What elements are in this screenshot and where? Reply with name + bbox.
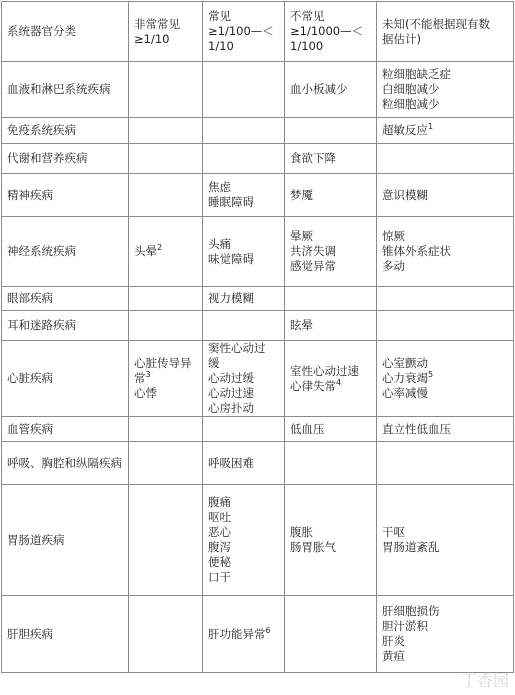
organ-class-label: 血管疾病	[7, 421, 53, 436]
header-common: 常见 ≥1/100—＜ 1/10	[203, 2, 285, 62]
reaction-text: 腹痛	[208, 495, 231, 509]
organ-class-cell	[2, 341, 129, 417]
header-organ-class: 系统器官分类	[2, 2, 129, 62]
reaction-text: 白细胞减少	[382, 82, 440, 96]
organ-class-label: 耳和迷路疾病	[7, 318, 76, 332]
reaction-text: 超敏反应	[382, 123, 428, 137]
footnote-marker: 3	[145, 370, 151, 380]
reaction-term	[290, 229, 371, 244]
reaction-term	[382, 386, 508, 401]
reaction-term	[382, 540, 508, 555]
unknown-cell	[377, 217, 514, 287]
reaction-text: 缓	[208, 356, 220, 370]
reaction-term	[208, 371, 279, 386]
reaction-term	[208, 570, 279, 585]
reaction-text: 心律失常	[290, 378, 336, 393]
reaction-text: 腹胀	[290, 525, 313, 539]
unknown-cell	[377, 417, 514, 442]
reaction-term	[290, 540, 371, 555]
header-unknown: 未知(不能根据现有数 据估计)	[377, 2, 514, 62]
reaction-term	[382, 229, 508, 244]
reaction-text: 头痛	[208, 236, 231, 251]
reaction-term	[134, 386, 197, 401]
reaction-term	[208, 401, 279, 416]
organ-class-label: 免疫系统疾病	[7, 123, 76, 137]
reaction-term	[290, 151, 371, 166]
unknown-cell	[377, 442, 514, 485]
reaction-text: 室性心动过速	[290, 363, 359, 378]
reaction-text: 晕厥	[290, 229, 313, 243]
reaction-text: 共济失调	[290, 244, 336, 258]
very-common-cell	[129, 442, 203, 485]
reaction-term	[208, 456, 279, 471]
common-cell	[203, 596, 285, 673]
reaction-term	[382, 259, 508, 274]
uncommon-cell	[285, 311, 377, 341]
table-row	[2, 311, 514, 341]
reaction-text: 肝炎	[382, 634, 405, 648]
reaction-term	[382, 634, 508, 649]
reaction-text: 血小板减少	[290, 82, 348, 96]
reaction-term	[134, 356, 197, 371]
uncommon-cell	[285, 287, 377, 311]
reaction-text: 粒细胞缺乏症	[382, 67, 451, 81]
uncommon-cell	[285, 485, 377, 596]
reaction-term	[382, 356, 508, 371]
reaction-text: 焦虑	[208, 180, 231, 194]
reaction-text: 眩晕	[290, 318, 313, 332]
reaction-text: 常	[134, 371, 146, 385]
organ-class-label: 代谢和营养疾病	[7, 151, 88, 165]
reaction-text: 肝功能异常	[208, 626, 266, 641]
table-row	[2, 118, 514, 144]
table-row	[2, 287, 514, 311]
reaction-term	[208, 237, 279, 252]
reaction-term	[134, 371, 197, 386]
reaction-text: 心房扑动	[208, 401, 254, 415]
reaction-term	[382, 123, 508, 138]
reaction-term	[382, 82, 508, 97]
very-common-cell	[129, 417, 203, 442]
reaction-text: 粒细胞减少	[382, 97, 440, 111]
common-cell	[203, 174, 285, 217]
reaction-text: 头晕	[134, 244, 157, 258]
organ-class-cell	[2, 62, 129, 118]
table-row	[2, 62, 514, 118]
organ-class-label: 神经系统疾病	[7, 244, 76, 258]
reaction-text: 心率减慢	[382, 386, 428, 400]
reaction-text: 恶心	[208, 525, 231, 539]
reaction-text: 干呕	[382, 525, 405, 539]
reaction-text: 心力衰竭	[382, 371, 428, 385]
footnote-marker: 1	[428, 122, 434, 132]
very-common-cell	[129, 596, 203, 673]
uncommon-cell	[285, 62, 377, 118]
organ-class-cell	[2, 174, 129, 217]
reaction-term	[208, 525, 279, 540]
uncommon-cell	[285, 417, 377, 442]
reaction-text: 肝细胞损伤	[382, 604, 440, 618]
watermark-logo: 丁香园	[460, 671, 509, 690]
reaction-text: 惊厥	[382, 229, 405, 243]
reaction-term	[382, 604, 508, 619]
common-cell	[203, 62, 285, 118]
unknown-cell	[377, 485, 514, 596]
reaction-term	[290, 82, 371, 97]
very-common-cell	[129, 287, 203, 311]
reaction-term	[382, 619, 508, 634]
reaction-term	[208, 341, 279, 356]
organ-class-label: 眼部疾病	[7, 291, 53, 305]
reaction-term	[208, 252, 279, 267]
very-common-cell	[129, 62, 203, 118]
common-cell	[203, 417, 285, 442]
reaction-text: 窦性心动过	[208, 341, 266, 355]
adverse-reaction-table	[1, 1, 514, 673]
organ-class-label: 精神疾病	[7, 187, 53, 202]
common-cell	[203, 118, 285, 144]
reaction-term	[208, 540, 279, 555]
reaction-text: 胃肠道紊乱	[382, 540, 440, 554]
reaction-term	[382, 244, 508, 259]
reaction-term	[208, 291, 279, 306]
reaction-text: 口干	[208, 570, 231, 584]
footnote-marker: 5	[428, 370, 434, 380]
footnote-marker: 6	[265, 625, 271, 635]
unknown-cell	[377, 144, 514, 174]
common-cell	[203, 442, 285, 485]
organ-class-label: 呼吸、胸腔和纵隔疾病	[7, 455, 122, 470]
reaction-term	[208, 555, 279, 570]
reaction-text: 多动	[382, 259, 405, 273]
reaction-term	[208, 510, 279, 525]
organ-class-cell	[2, 417, 129, 442]
organ-class-label: 心脏疾病	[7, 371, 53, 385]
common-cell	[203, 217, 285, 287]
reaction-term	[290, 318, 371, 333]
organ-class-cell	[2, 442, 129, 485]
unknown-cell	[377, 174, 514, 217]
common-cell	[203, 311, 285, 341]
reaction-text: 味觉障碍	[208, 251, 254, 266]
organ-class-label: 肝胆疾病	[7, 626, 53, 641]
organ-class-cell	[2, 311, 129, 341]
reaction-term	[382, 67, 508, 82]
reaction-term	[382, 97, 508, 112]
table-row	[2, 417, 514, 442]
unknown-cell	[377, 311, 514, 341]
uncommon-cell	[285, 341, 377, 417]
organ-class-cell	[2, 217, 129, 287]
reaction-term	[208, 356, 279, 371]
unknown-cell	[377, 118, 514, 144]
unknown-cell	[377, 341, 514, 417]
reaction-term	[208, 195, 279, 210]
reaction-text: 低血压	[290, 421, 325, 436]
reaction-text: 心动过速	[208, 386, 254, 400]
organ-class-cell	[2, 144, 129, 174]
table-row	[2, 596, 514, 673]
reaction-text: 呕吐	[208, 510, 231, 524]
reaction-text: 食欲下降	[290, 151, 336, 165]
reaction-term	[382, 422, 508, 437]
organ-class-cell	[2, 485, 129, 596]
uncommon-cell	[285, 217, 377, 287]
reaction-text: 腹泻	[208, 540, 231, 554]
reaction-term	[290, 422, 371, 437]
table-row	[2, 174, 514, 217]
table-row	[2, 144, 514, 174]
very-common-cell	[129, 341, 203, 417]
table-row	[2, 442, 514, 485]
footnote-marker: 4	[336, 377, 342, 387]
common-cell	[203, 144, 285, 174]
header-uncommon: 不常见 ≥1/1000—＜ 1/100	[285, 2, 377, 62]
reaction-term	[290, 188, 371, 203]
organ-class-cell	[2, 287, 129, 311]
reaction-text: 梦魇	[290, 187, 313, 202]
reaction-text: 睡眠障碍	[208, 195, 254, 209]
uncommon-cell	[285, 118, 377, 144]
reaction-term	[208, 386, 279, 401]
reaction-text: 感觉异常	[290, 259, 336, 273]
common-cell	[203, 485, 285, 596]
reaction-text: 心悸	[134, 386, 157, 400]
reaction-term	[208, 180, 279, 195]
uncommon-cell	[285, 442, 377, 485]
reaction-text: 锥体外系症状	[382, 244, 451, 258]
very-common-cell	[129, 144, 203, 174]
reaction-text: 胆汁淤积	[382, 619, 428, 633]
reaction-term	[208, 495, 279, 510]
reaction-text: 黄疸	[382, 649, 405, 663]
reaction-text: 视力模糊	[208, 291, 254, 305]
very-common-cell	[129, 311, 203, 341]
very-common-cell	[129, 217, 203, 287]
uncommon-cell	[285, 174, 377, 217]
reaction-term	[382, 371, 508, 386]
table-row	[2, 217, 514, 287]
reaction-term	[290, 259, 371, 274]
table-row	[2, 341, 514, 417]
unknown-cell	[377, 62, 514, 118]
very-common-cell	[129, 118, 203, 144]
reaction-text: 便秘	[208, 555, 231, 569]
reaction-text: 直立性低血压	[382, 421, 451, 436]
unknown-cell	[377, 596, 514, 673]
organ-class-cell	[2, 596, 129, 673]
reaction-term	[208, 627, 279, 642]
uncommon-cell	[285, 596, 377, 673]
unknown-cell	[377, 287, 514, 311]
reaction-text: 意识模糊	[382, 187, 428, 202]
reaction-term	[382, 525, 508, 540]
reaction-text: 心室颤动	[382, 356, 428, 370]
reaction-term	[134, 244, 197, 259]
organ-class-label: 血液和淋巴系统疾病	[7, 82, 111, 96]
header-row	[2, 2, 514, 62]
reaction-text: 呼吸困难	[208, 455, 254, 470]
reaction-term	[290, 244, 371, 259]
common-cell	[203, 287, 285, 311]
reaction-term	[382, 188, 508, 203]
reaction-term	[382, 649, 508, 664]
very-common-cell	[129, 174, 203, 217]
common-cell	[203, 341, 285, 417]
reaction-text: 心脏传导异	[134, 356, 192, 370]
footnote-marker: 2	[157, 243, 163, 253]
table-row	[2, 485, 514, 596]
very-common-cell	[129, 485, 203, 596]
reaction-term	[290, 379, 371, 394]
reaction-term	[290, 525, 371, 540]
organ-class-label: 胃肠道疾病	[7, 532, 65, 547]
reaction-term	[290, 364, 371, 379]
header-very-common: 非常常见 ≥1/10	[129, 2, 203, 62]
uncommon-cell	[285, 144, 377, 174]
reaction-text: 心动过缓	[208, 371, 254, 385]
reaction-text: 肠胃胀气	[290, 540, 336, 554]
organ-class-cell	[2, 118, 129, 144]
